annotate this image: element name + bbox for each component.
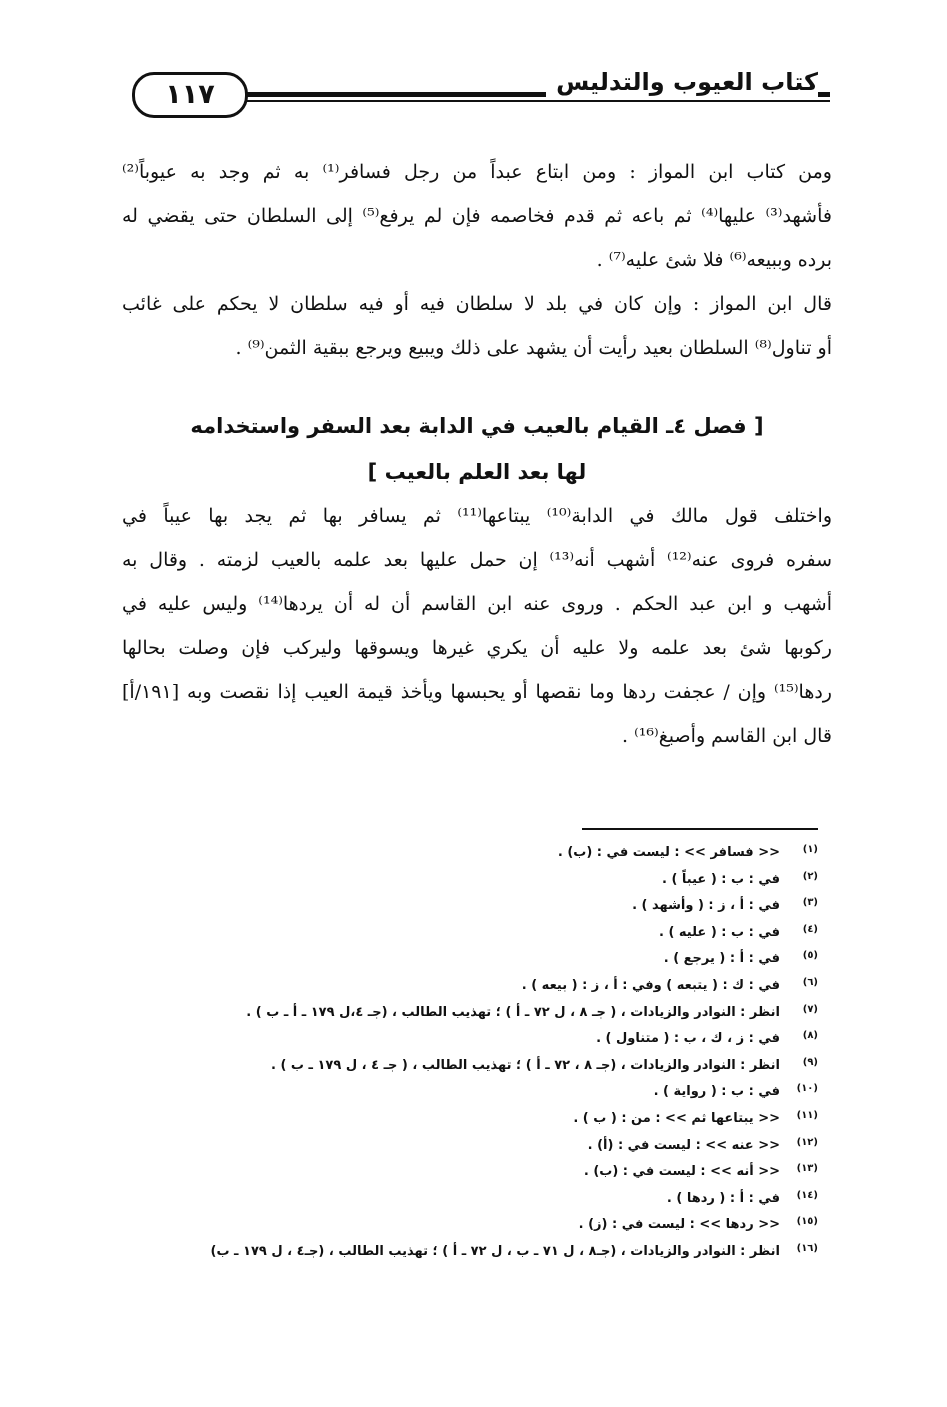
footnote-separator <box>582 828 818 830</box>
footnote-number: (٣) <box>802 897 818 909</box>
footnote-number: (١٣) <box>796 1163 818 1175</box>
paragraph-line: أشهب و ابن عبد الحكم . وروى عنه ابن القاسم أن له أن يردها⁽¹⁴⁾ وليس عليه في <box>122 593 832 615</box>
footnote-number: (١) <box>802 844 818 855</box>
footnote-item <box>150 973 818 1000</box>
footnote-item <box>150 920 818 947</box>
footnote-text: في : أ ، ز : ( وأشهد ) . <box>632 898 780 914</box>
footnote-item <box>150 1133 818 1160</box>
footnote-item <box>150 1212 818 1239</box>
footnote-item <box>150 946 818 973</box>
paragraph-line: سفره فروى عنه⁽¹²⁾ أشهب أنه⁽¹³⁾ إن حمل عليها بعد علمه بالعيب لزمته . وقال به <box>122 549 832 571</box>
footnote-item <box>150 1159 818 1186</box>
footnote-number: (١١) <box>796 1109 818 1121</box>
paragraph-line: ومن كتاب ابن المواز : ومن ابتاع عبداً من رجل فسافر⁽¹⁾ به ثم وجد به عيوباً⁽²⁾ <box>122 161 832 183</box>
footnote-item <box>150 1079 818 1106</box>
footnote-item <box>150 1239 818 1266</box>
footnote-item <box>150 1106 818 1133</box>
footnote-number: (١٤) <box>796 1189 818 1201</box>
paragraph-line: ردها⁽¹⁵⁾ وإن / عجفت ردها وما نقصها أو يحبسها ويأخذ قيمة العيب إذا نقصت وبه [١٩١/أ] <box>122 681 832 703</box>
footnote-text: انظر : النوادر والزيادات ، (جـ٨ ، ل ٧١ ـ ب ، ل ٧٢ ـ أ ) ؛ تهذيب الطالب ، (جـ٤ ، ل ١٧٩ ـ ب) <box>210 1243 780 1259</box>
footnote-text: انظر : النوادر والزيادات ، (جـ ٨ ، ٧٢ ـ أ ) ؛ تهذيب الطالب ، ( جـ ٤ ، ل ١٧٩ ـ ب ) . <box>271 1057 780 1073</box>
paragraph-line: أو تناول⁽⁸⁾ السلطان بعيد رأيت أن يشهد على ذلك ويبيع ويرجع ببقية الثمن⁽⁹⁾ . <box>235 337 832 359</box>
paragraph-line: قال ابن القاسم وأصبغ⁽¹⁶⁾ . <box>622 725 832 747</box>
footnote-text: << عنه >> : ليست في : (أ) . <box>587 1137 780 1153</box>
paragraph-line: واختلف قول مالك في الدابة⁽¹⁰⁾ يبتاعها⁽¹¹⁾ ثم يسافر بها ثم يجد بها عيباً في <box>122 505 832 527</box>
paragraph-3 <box>122 494 832 758</box>
footnote-text: انظر : النوادر والزيادات ، ( جـ ٨ ، ل ٧٢ ـ أ ) ؛ تهذيب الطالب ، (جـ ٤،ل ١٧٩ ـ أ ـ ب ) . <box>246 1004 780 1020</box>
footnote-number: (٩) <box>802 1056 818 1068</box>
footnote-item <box>150 1026 818 1053</box>
footnote-number: (١٦) <box>796 1242 818 1254</box>
footnote-item <box>150 1186 818 1213</box>
paragraph-line: قال ابن المواز : وإن كان في بلد لا سلطان فيه أو فيه سلطان لا يحكم على غائب <box>122 293 832 315</box>
footnote-number: (٦) <box>802 976 818 988</box>
footnote-text: في : أ : ( يرجع ) . <box>663 951 780 967</box>
footnote-number: (٤) <box>802 923 818 935</box>
footnote-number: (٥) <box>802 950 818 962</box>
footnote-number: (٨) <box>802 1030 818 1042</box>
footnote-text: في : ب : ( عليه ) . <box>658 924 780 940</box>
book-title: كتاب العيوب والتدليس <box>546 68 818 98</box>
footnote-text: في : أ : ( ردها ) . <box>666 1190 780 1206</box>
footnotes-list <box>150 840 818 1266</box>
page-number: ١١٧ <box>132 72 248 118</box>
footnote-item <box>150 1053 818 1080</box>
footnote-number: (٢) <box>802 870 818 882</box>
section-heading-line-2: لها بعد العلم بالعيب ] <box>367 460 587 484</box>
footnote-text: في : ك : ( يتبعه ) وفي : أ ، ز : ( بيعه ) . <box>521 977 780 993</box>
footnote-item <box>150 867 818 894</box>
paragraph-2 <box>122 282 832 370</box>
footnote-text: في : ب : ( رواية ) . <box>653 1084 780 1100</box>
page-header <box>118 62 830 120</box>
footnote-item <box>150 1000 818 1027</box>
footnote-text: << أنه >> : ليست في : (ب) . <box>583 1164 780 1180</box>
footnote-text: << ردها >> : ليست في : (ز) . <box>578 1217 780 1233</box>
footnote-number: (٧) <box>802 1003 818 1015</box>
section-heading-line-1: [ فصل ٤ـ القيام بالعيب في الدابة بعد السفر واستخدامه <box>190 414 764 438</box>
footnote-item <box>150 840 818 867</box>
paragraph-line: برده وببيعه⁽⁶⁾ فلا شئ عليه⁽⁷⁾ . <box>596 249 832 271</box>
footnote-number: (١٠) <box>796 1083 818 1095</box>
paragraph-line: ركوبها شئ بعد علمه ولا عليه أن يكري غيرها ويسوقها وليركب فإن وصلت بحالها <box>122 637 832 659</box>
footnote-text: << فسافر >> : ليست في : (ب) . <box>557 845 780 860</box>
footnote-text: << يبتاعها ثم >> : من : ( ب ) . <box>573 1110 780 1126</box>
paragraph-1 <box>122 150 832 282</box>
footnote-number: (١٢) <box>796 1136 818 1148</box>
footnote-number: (١٥) <box>796 1216 818 1228</box>
footnote-text: في : ب : ( عيباً ) . <box>661 871 780 887</box>
footnote-text: في : ز ، ك ، ب : ( متناول ) . <box>596 1031 780 1047</box>
footnote-item <box>150 893 818 920</box>
paragraph-line: فأشهد⁽³⁾ عليها⁽⁴⁾ ثم باعه ثم قدم فخاصمه فإن لم يرفع⁽⁵⁾ إلى السلطان حتى يقضي له <box>122 205 832 227</box>
